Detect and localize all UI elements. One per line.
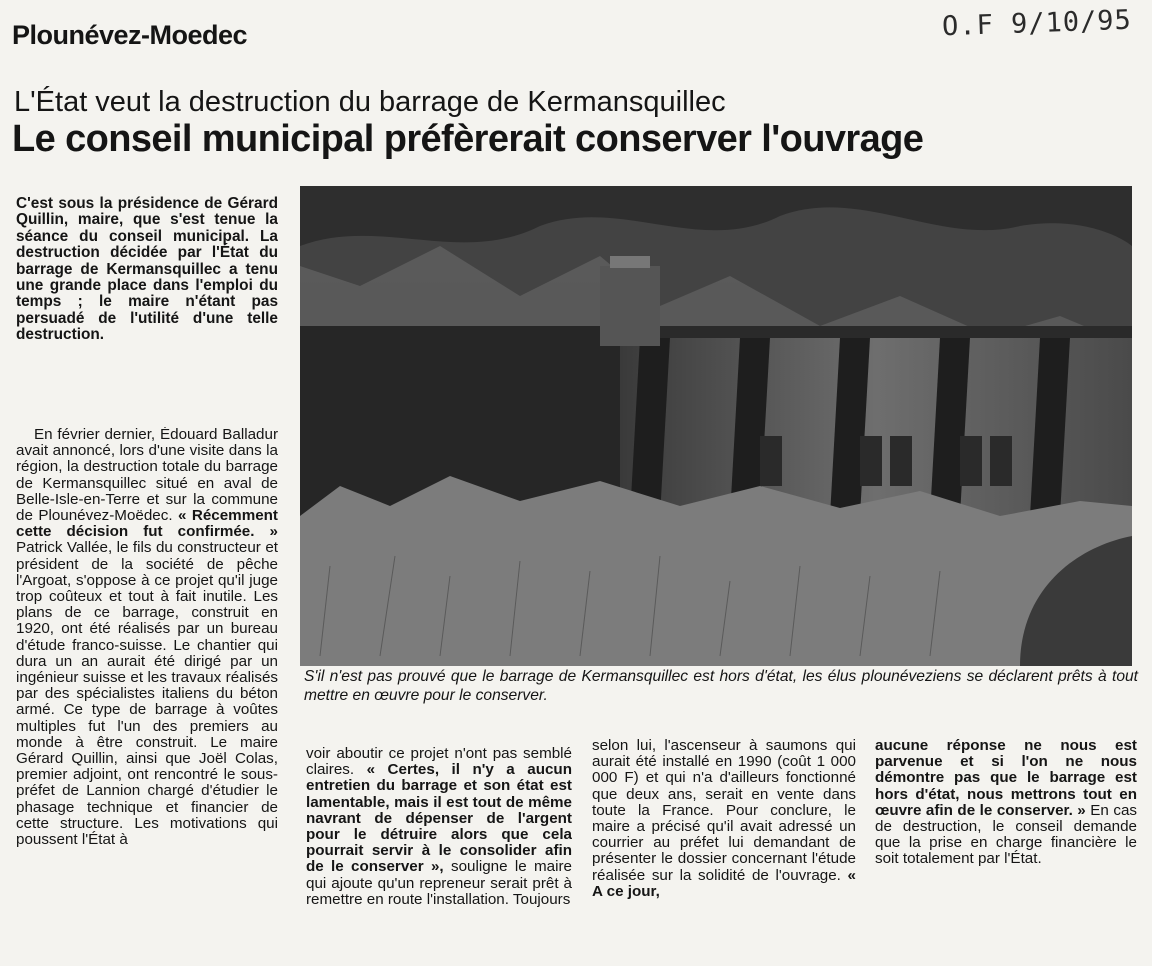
article-column-2 bbox=[306, 746, 572, 942]
column-4-text: En cas de destruction, le conseil demande que la prise en charge financière le soit totalement par l'État. bbox=[875, 801, 1137, 868]
column-2-text-b: souligne le maire qui ajoute qu'un repreneur serait prêt à remettre en route l'installation. Toujours bbox=[306, 858, 572, 908]
article-headline: Le conseil municipal préfèrerait conserver l'ouvrage bbox=[12, 118, 924, 160]
column-4-quote: aucune réponse ne nous est parvenue et si l'on ne nous démontre pas que le barrage est hors d'état, nous mettrons tout en œuvre afin de le conserver. » bbox=[875, 738, 1137, 819]
dam-photo-illustration bbox=[300, 186, 1132, 666]
article-column-4 bbox=[875, 738, 1137, 942]
photo-caption: S'il n'est pas prouvé que le barrage de Kermansquillec est hors d'état, les élus plounéveziens se déclarent prêts à tout mettre en œuvre pour le conserver. bbox=[304, 668, 1138, 704]
column-1-text-a: En février dernier, Édouard Balladur avait annoncé, lors d'une visite dans la région, la destruction totale du barrage de Kermansquillec situé en aval de Belle-Isle-en-Terre et sur la commune de Plounévez-Moëdec. bbox=[16, 427, 278, 525]
column-3-text: selon lui, l'ascenseur à saumons qui aurait été installé en 1990 (coût 1 000 000 F) et qui n'a d'ailleurs fonctionné que deux ans, serait en vente dans toute la France. Pour conclure, le maire a précisé qu'il avait adressé un courrier au préfet lui demandant de présenter le dossier concernant l'étude réalisée sur la solidité de l'ouvrage. bbox=[592, 738, 856, 884]
handwritten-date-stamp: O.F 9/10/95 bbox=[941, 4, 1133, 43]
article-lead: C'est sous la présidence de Gérard Quillin, maire, que s'est tenue la séance du conseil municipal. La destruction décidée par l'État du barrage de Kermansquillec a tenu une grande place dans l'emploi du temps ; le maire n'étant pas persuadé de l'utilité d'une telle destruction. bbox=[16, 196, 278, 344]
article-column-3 bbox=[592, 738, 856, 942]
dam-photo bbox=[300, 186, 1132, 666]
column-3-quote: « A ce jour, bbox=[592, 866, 856, 900]
column-2-quote: « Certes, il n'y a aucun entretien du barrage et son état est lamentable, mais il est tout de même navrant de dépenser de l'argent pour le détruire alors que cela pourrait servir à le consolider afin de le conserver », bbox=[306, 761, 572, 876]
column-2-text-a: voir aboutir ce projet n'ont pas semblé claires. bbox=[306, 746, 572, 779]
section-title: Plounévez-Moedec bbox=[12, 20, 248, 50]
article-column-1 bbox=[16, 427, 278, 942]
column-1-quote: « Récemment cette décision fut confirmée. » bbox=[16, 507, 278, 541]
article-kicker: L'État veut la destruction du barrage de Kermansquillec bbox=[14, 86, 726, 118]
column-1-text-b: Patrick Vallée, le fils du constructeur et président de la société de pêche l'Argoat, s'oppose à ce projet qu'il juge trop coûteux et tout à fait inutile. Les plans de ce barrage, construit en 1920, ont été réalisés par un bureau d'étude franco-suisse. Le chantier qui dura un an aurait été dirigé par un ingénieur suisse et les travaux réalisés par des spécialistes italiens du béton armé. Ce type de barrage à voûtes multiples fut l'un des premiers au monde à être construit. Le maire Gérard Quillin, ainsi que Joël Colas, premier adjoint, ont rencontré le sous-préfet de Lannion chargé d'étudier le phasage technique et financier de cette structure. Les motivations qui poussent l'État à bbox=[16, 539, 278, 849]
